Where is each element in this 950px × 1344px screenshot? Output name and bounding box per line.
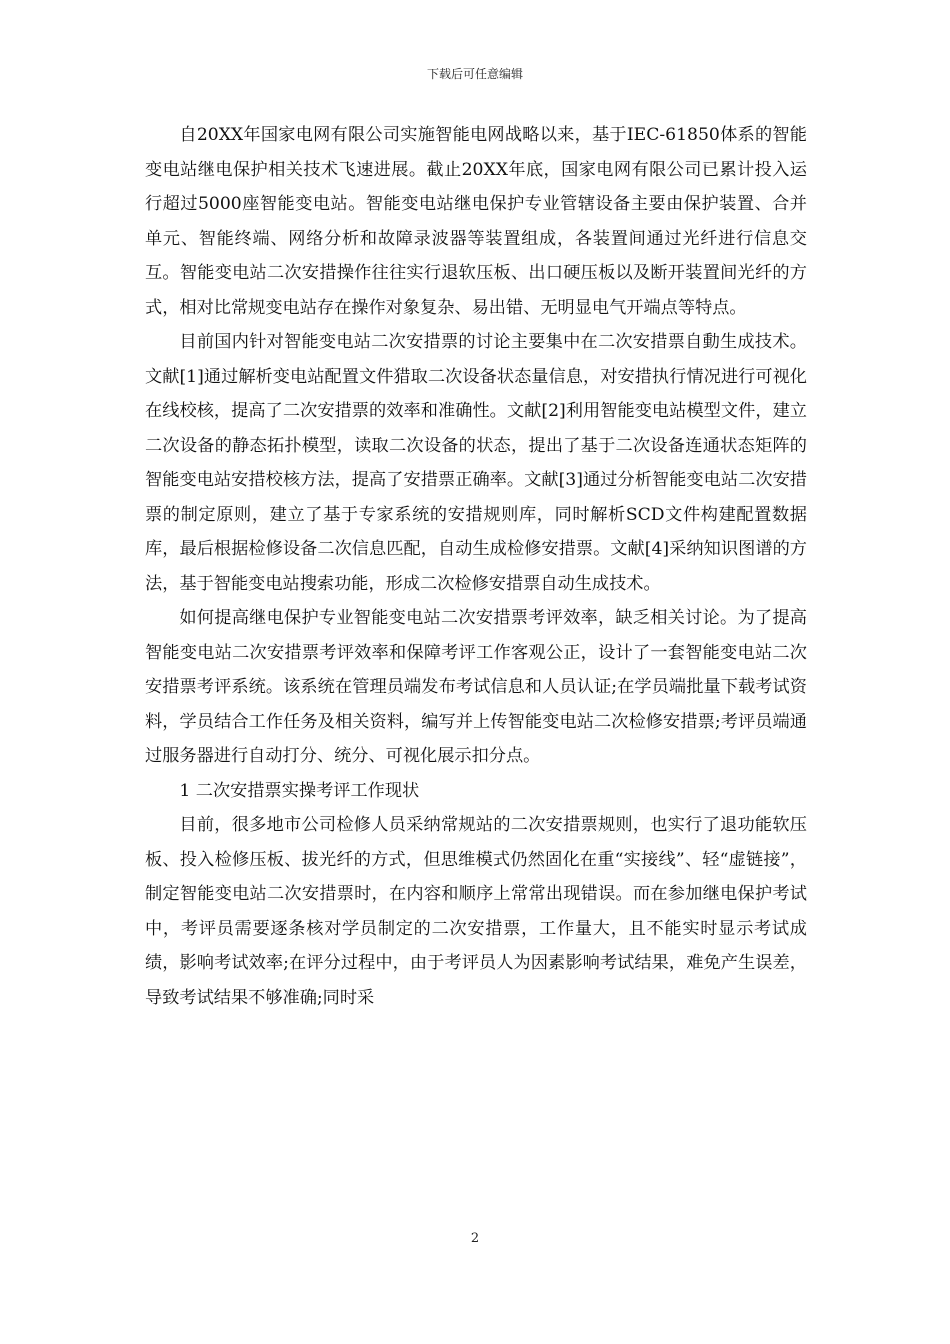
paragraph-intro: 自20XX年国家电网有限公司实施智能电网战略以来，基于IEC-61850体系的智能变电站继电保护相关技术飞速进展。截止20XX年底，国家电网有限公司已累计投入运行超过5000座智能变电站。智能变电站继电保护专业管辖设备主要由保护装置、合并单元、智能终端、网络分析和故障录波器等装置组成，各装置间通过光纤进行信息交互。智能变电站二次安措操作往往实行退软压板、出口硬压板以及断开装置间光纤的方式，相对比常规变电站存在操作对象复杂、易出错、无明显电气开端点等特点。 [145,125,807,318]
paragraph-system-design: 如何提高继电保护专业智能变电站二次安措票考评效率，缺乏相关讨论。为了提高智能变电站二次安措票考评效率和保障考评工作客观公正，设计了一套智能变电站二次安措票考评系统。该系统在管理员端发布考试信息和人员认证;在学员端批量下载考试资料，学员结合工作任务及相关资料，编写并上传智能变电站二次检修安措票;考评员端通过服务器进行自动打分、统分、可视化展示扣分点。 [145,608,807,766]
section-heading: 1 二次安措票实操考评工作现状 [179,780,420,801]
paragraph-literature-review: 目前国内针对智能变电站二次安措票的讨论主要集中在二次安措票自動生成技术。文献[1]通过解析变电站配置文件猎取二次设备状态量信息，对安措执行情况进行可视化在线校核，提高了二次安措票的效率和准确性。文献[2]利用智能变电站模型文件，建立二次设备的静态拓扑模型，读取二次设备的状态，提出了基于二次设备连通状态矩阵的智能变电站安措校核方法，提高了安措票正确率。文献[3]通过分析智能变电站二次安措票的制定原则，建立了基于专家系统的安措规则库，同时解析SCD文件构建配置数据库，最后根据检修设备二次信息匹配，自动生成检修安措票。文献[4]采纳知识图谱的方法，基于智能变电站搜索功能，形成二次检修安措票自动生成技术。 [145,332,807,594]
page-header: 下载后可任意编辑 [426,67,523,81]
document-body [145,118,807,1015]
paragraph-current-status: 目前，很多地市公司检修人员采纳常规站的二次安措票规则，也实行了退功能软压板、投入检修压板、拔光纤的方式，但思维模式仍然固化在重“实接线”、轻“虚链接”，制定智能变电站二次安措票时，在内容和顺序上常常出现错误。而在参加继电保护考试中，考评员需要逐条核对学员制定的二次安措票，工作量大，且不能实时显示考试成绩，影响考试效率;在评分过程中，由于考评员人为因素影响考试结果，难免产生误差，导致考试结果不够准确;同时采 [145,815,807,1008]
page-number: 2 [470,1231,480,1246]
